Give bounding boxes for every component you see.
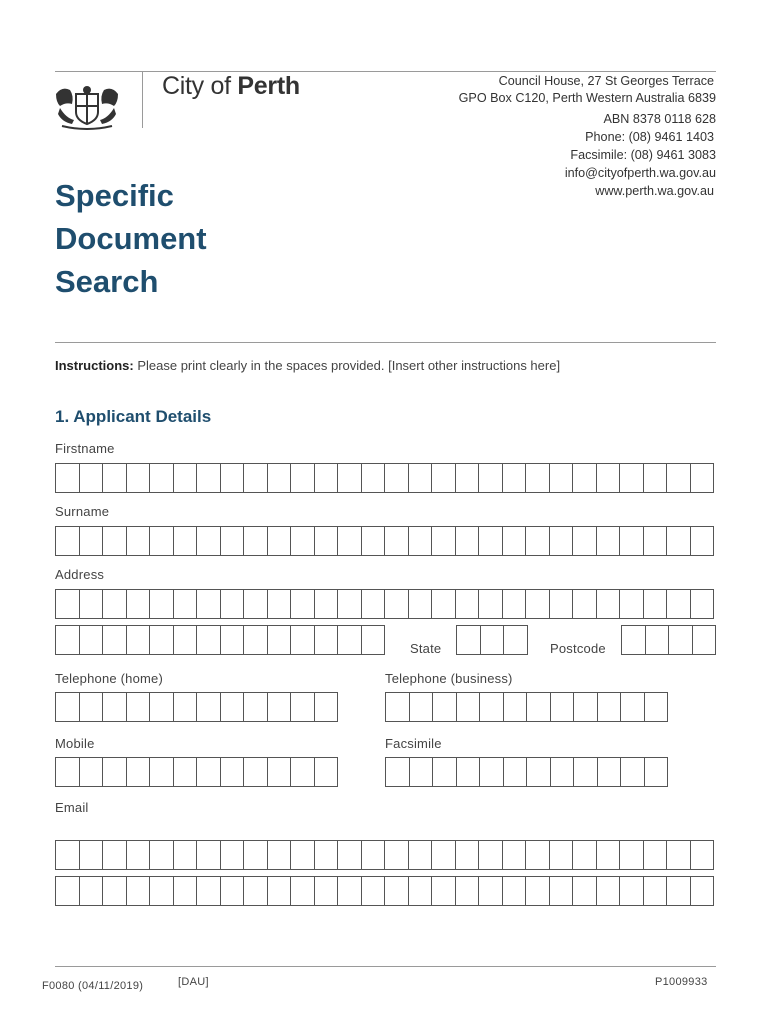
char-box[interactable] (174, 589, 198, 619)
char-box[interactable] (80, 757, 104, 787)
char-box[interactable] (244, 757, 268, 787)
title-line-1: Specific (55, 178, 174, 213)
char-box[interactable] (80, 589, 104, 619)
char-box[interactable] (150, 757, 174, 787)
char-box[interactable] (598, 757, 622, 787)
char-box[interactable] (550, 463, 574, 493)
city-crest-icon (52, 84, 122, 130)
char-box[interactable] (174, 840, 198, 870)
char-box[interactable] (315, 692, 339, 722)
char-box[interactable] (597, 876, 621, 906)
city-of-perth-logo (162, 72, 300, 101)
firstname-label: Firstname (55, 441, 115, 456)
char-box[interactable] (550, 876, 574, 906)
char-box[interactable] (432, 526, 456, 556)
char-box[interactable] (479, 463, 503, 493)
char-box[interactable] (338, 526, 362, 556)
char-box[interactable] (174, 757, 198, 787)
char-box[interactable] (127, 625, 151, 655)
char-box[interactable] (691, 463, 715, 493)
char-box[interactable] (291, 625, 315, 655)
char-box[interactable] (621, 757, 645, 787)
char-box[interactable] (385, 840, 409, 870)
footer-rule (55, 966, 716, 967)
char-box[interactable] (691, 876, 715, 906)
char-box[interactable] (268, 625, 292, 655)
char-box[interactable] (645, 692, 669, 722)
char-box[interactable] (197, 526, 221, 556)
char-box[interactable] (197, 589, 221, 619)
char-box[interactable] (456, 840, 480, 870)
char-box[interactable] (150, 840, 174, 870)
state-label: State (410, 641, 442, 656)
char-box[interactable] (268, 692, 292, 722)
char-box[interactable] (667, 876, 691, 906)
email-line: info@cityofperth.wa.gov.au (564, 166, 716, 180)
char-box[interactable] (268, 526, 292, 556)
char-box[interactable] (644, 876, 668, 906)
char-box[interactable] (268, 757, 292, 787)
char-box[interactable] (315, 463, 339, 493)
char-box[interactable] (56, 757, 80, 787)
char-box[interactable] (315, 526, 339, 556)
char-box[interactable] (456, 526, 480, 556)
telephone-home-field[interactable] (55, 692, 338, 722)
section-title: 1. Applicant Details (55, 407, 212, 426)
telephone-business-field[interactable] (385, 692, 668, 722)
char-box[interactable] (244, 463, 268, 493)
char-box[interactable] (362, 625, 386, 655)
char-box[interactable] (526, 589, 550, 619)
char-box[interactable] (409, 589, 433, 619)
char-box[interactable] (315, 840, 339, 870)
char-box[interactable] (693, 625, 717, 655)
telephone-business-label: Telephone (business) (385, 671, 513, 686)
instructions-label: Instructions: (55, 358, 134, 373)
char-box[interactable] (503, 526, 527, 556)
char-box[interactable] (479, 876, 503, 906)
abn-line: ABN 8378 0118 628 (603, 112, 716, 126)
surname-field[interactable] (55, 526, 714, 556)
char-box[interactable] (667, 840, 691, 870)
char-box[interactable] (221, 625, 245, 655)
char-box[interactable] (409, 876, 433, 906)
header-divider (142, 72, 143, 128)
char-box[interactable] (150, 463, 174, 493)
char-box[interactable] (291, 757, 315, 787)
char-box[interactable] (456, 876, 480, 906)
char-box[interactable] (385, 876, 409, 906)
char-box[interactable] (80, 876, 104, 906)
email-label: Email (55, 800, 89, 815)
char-box[interactable] (622, 625, 646, 655)
char-box[interactable] (197, 463, 221, 493)
char-box[interactable] (504, 692, 528, 722)
char-box[interactable] (221, 876, 245, 906)
address-field-line-2[interactable] (55, 625, 385, 655)
char-box[interactable] (386, 757, 410, 787)
char-box[interactable] (479, 526, 503, 556)
char-box[interactable] (432, 840, 456, 870)
char-box[interactable] (573, 589, 597, 619)
char-box[interactable] (127, 757, 151, 787)
char-box[interactable] (244, 840, 268, 870)
char-box[interactable] (550, 840, 574, 870)
char-box[interactable] (526, 876, 550, 906)
mobile-field[interactable] (55, 757, 338, 787)
char-box[interactable] (503, 840, 527, 870)
char-box[interactable] (456, 463, 480, 493)
firstname-field[interactable] (55, 463, 714, 493)
char-box[interactable] (80, 692, 104, 722)
char-box[interactable] (315, 757, 339, 787)
form-code: F0080 (04/11/2019) (42, 980, 144, 992)
char-box[interactable] (221, 692, 245, 722)
char-box[interactable] (127, 463, 151, 493)
state-field[interactable] (456, 625, 528, 655)
char-box[interactable] (620, 463, 644, 493)
char-box[interactable] (620, 589, 644, 619)
char-box[interactable] (150, 876, 174, 906)
char-box[interactable] (362, 463, 386, 493)
char-box[interactable] (197, 757, 221, 787)
char-box[interactable] (550, 526, 574, 556)
char-box[interactable] (127, 876, 151, 906)
postcode-field[interactable] (621, 625, 716, 655)
header-top-rule (55, 71, 716, 72)
char-box[interactable] (174, 526, 198, 556)
char-box[interactable] (244, 876, 268, 906)
char-box[interactable] (456, 589, 480, 619)
char-box[interactable] (197, 876, 221, 906)
char-box[interactable] (620, 526, 644, 556)
char-box[interactable] (80, 526, 104, 556)
char-box[interactable] (174, 463, 198, 493)
char-box[interactable] (526, 463, 550, 493)
char-box[interactable] (669, 625, 693, 655)
char-box[interactable] (244, 692, 268, 722)
char-box[interactable] (644, 463, 668, 493)
char-box[interactable] (291, 526, 315, 556)
char-box[interactable] (503, 589, 527, 619)
postcode-label: Postcode (550, 641, 606, 656)
char-box[interactable] (103, 840, 127, 870)
char-box[interactable] (573, 840, 597, 870)
char-box[interactable] (646, 625, 670, 655)
char-box[interactable] (291, 840, 315, 870)
page-title (55, 174, 207, 303)
char-box[interactable] (338, 876, 362, 906)
char-box[interactable] (432, 876, 456, 906)
char-box[interactable] (268, 589, 292, 619)
char-box[interactable] (56, 589, 80, 619)
char-box[interactable] (315, 876, 339, 906)
char-box[interactable] (386, 692, 410, 722)
char-box[interactable] (221, 526, 245, 556)
char-box[interactable] (197, 840, 221, 870)
logo-text-light: City of (162, 72, 238, 100)
char-box[interactable] (174, 876, 198, 906)
char-box[interactable] (504, 757, 528, 787)
instructions (55, 358, 560, 373)
char-box[interactable] (244, 526, 268, 556)
char-box[interactable] (150, 589, 174, 619)
char-box[interactable] (480, 692, 504, 722)
char-box[interactable] (691, 589, 715, 619)
char-box[interactable] (574, 757, 598, 787)
char-box[interactable] (503, 463, 527, 493)
char-box[interactable] (103, 876, 127, 906)
char-box[interactable] (620, 840, 644, 870)
facsimile-field[interactable] (385, 757, 668, 787)
title-rule (55, 342, 716, 343)
char-box[interactable] (667, 463, 691, 493)
char-box[interactable] (103, 589, 127, 619)
char-box[interactable] (410, 692, 434, 722)
char-box[interactable] (103, 625, 127, 655)
char-box[interactable] (80, 463, 104, 493)
char-box[interactable] (221, 757, 245, 787)
char-box[interactable] (127, 840, 151, 870)
char-box[interactable] (291, 876, 315, 906)
char-box[interactable] (409, 526, 433, 556)
title-line-2: Document (55, 221, 207, 256)
char-box[interactable] (244, 589, 268, 619)
char-box[interactable] (691, 840, 715, 870)
char-box[interactable] (56, 463, 80, 493)
char-box[interactable] (56, 840, 80, 870)
char-box[interactable] (621, 692, 645, 722)
char-box[interactable] (385, 526, 409, 556)
char-box[interactable] (80, 625, 104, 655)
address-field-line-1[interactable] (55, 589, 714, 619)
char-box[interactable] (573, 876, 597, 906)
document-number: P1009933 (655, 976, 708, 988)
char-box[interactable] (573, 526, 597, 556)
char-box[interactable] (432, 589, 456, 619)
char-box[interactable] (644, 840, 668, 870)
char-box[interactable] (597, 840, 621, 870)
fax-line: Facsimile: (08) 9461 3083 (570, 148, 716, 162)
char-box[interactable] (291, 692, 315, 722)
char-box[interactable] (174, 625, 198, 655)
char-box[interactable] (409, 840, 433, 870)
char-box[interactable] (432, 463, 456, 493)
char-box[interactable] (667, 526, 691, 556)
char-box[interactable] (551, 757, 575, 787)
char-box[interactable] (527, 757, 551, 787)
char-box[interactable] (479, 589, 503, 619)
char-box[interactable] (574, 692, 598, 722)
char-box[interactable] (481, 625, 505, 655)
char-box[interactable] (174, 692, 198, 722)
char-box[interactable] (221, 589, 245, 619)
char-box[interactable] (385, 589, 409, 619)
char-box[interactable] (221, 840, 245, 870)
char-box[interactable] (573, 463, 597, 493)
char-box[interactable] (315, 625, 339, 655)
telephone-home-label: Telephone (home) (55, 671, 163, 686)
char-box[interactable] (197, 692, 221, 722)
char-box[interactable] (268, 840, 292, 870)
char-box[interactable] (480, 757, 504, 787)
char-box[interactable] (338, 840, 362, 870)
char-box[interactable] (597, 526, 621, 556)
address-line-1: Council House, 27 St Georges Terrace (498, 74, 714, 88)
char-box[interactable] (56, 526, 80, 556)
char-box[interactable] (645, 757, 669, 787)
char-box[interactable] (291, 589, 315, 619)
char-box[interactable] (550, 589, 574, 619)
address-label: Address (55, 567, 105, 582)
char-box[interactable] (103, 692, 127, 722)
char-box[interactable] (479, 840, 503, 870)
char-box[interactable] (409, 463, 433, 493)
logo-text-bold: Perth (237, 72, 300, 100)
char-box[interactable] (457, 625, 481, 655)
char-box[interactable] (197, 625, 221, 655)
char-box[interactable] (597, 589, 621, 619)
char-box[interactable] (457, 692, 481, 722)
char-box[interactable] (127, 526, 151, 556)
char-box[interactable] (504, 625, 528, 655)
char-box[interactable] (103, 463, 127, 493)
char-box[interactable] (362, 876, 386, 906)
char-box[interactable] (244, 625, 268, 655)
char-box[interactable] (551, 692, 575, 722)
char-box[interactable] (362, 526, 386, 556)
char-box[interactable] (150, 625, 174, 655)
char-box[interactable] (268, 876, 292, 906)
char-box[interactable] (457, 757, 481, 787)
char-box[interactable] (56, 692, 80, 722)
char-box[interactable] (80, 840, 104, 870)
char-box[interactable] (338, 625, 362, 655)
facsimile-label: Facsimile (385, 736, 442, 751)
char-box[interactable] (127, 589, 151, 619)
char-box[interactable] (667, 589, 691, 619)
char-box[interactable] (362, 840, 386, 870)
title-line-3: Search (55, 264, 159, 299)
char-box[interactable] (526, 526, 550, 556)
char-box[interactable] (410, 757, 434, 787)
address-line-2: GPO Box C120, Perth Western Australia 6839 (458, 91, 716, 105)
surname-label: Surname (55, 504, 110, 519)
char-box[interactable] (103, 526, 127, 556)
char-box[interactable] (644, 589, 668, 619)
instructions-text: Please print clearly in the spaces provided. [Insert other instructions here] (133, 358, 561, 373)
char-box[interactable] (338, 589, 362, 619)
char-box[interactable] (433, 692, 457, 722)
char-box[interactable] (268, 463, 292, 493)
char-box[interactable] (691, 526, 715, 556)
char-box[interactable] (338, 463, 362, 493)
website-line: www.perth.wa.gov.au (595, 184, 714, 198)
char-box[interactable] (150, 692, 174, 722)
phone-line: Phone: (08) 9461 1403 (585, 130, 714, 144)
char-box[interactable] (362, 589, 386, 619)
char-box[interactable] (526, 840, 550, 870)
char-box[interactable] (103, 757, 127, 787)
email-field-line-2[interactable] (55, 876, 714, 906)
char-box[interactable] (56, 876, 80, 906)
char-box[interactable] (527, 692, 551, 722)
email-field-line-1[interactable] (55, 840, 714, 870)
char-box[interactable] (385, 463, 409, 493)
char-box[interactable] (597, 463, 621, 493)
char-box[interactable] (127, 692, 151, 722)
char-box[interactable] (503, 876, 527, 906)
char-box[interactable] (291, 463, 315, 493)
char-box[interactable] (644, 526, 668, 556)
char-box[interactable] (620, 876, 644, 906)
char-box[interactable] (315, 589, 339, 619)
mobile-label: Mobile (55, 736, 95, 751)
char-box[interactable] (433, 757, 457, 787)
department-code: [DAU] (178, 976, 209, 988)
char-box[interactable] (598, 692, 622, 722)
char-box[interactable] (221, 463, 245, 493)
char-box[interactable] (150, 526, 174, 556)
char-box[interactable] (56, 625, 80, 655)
